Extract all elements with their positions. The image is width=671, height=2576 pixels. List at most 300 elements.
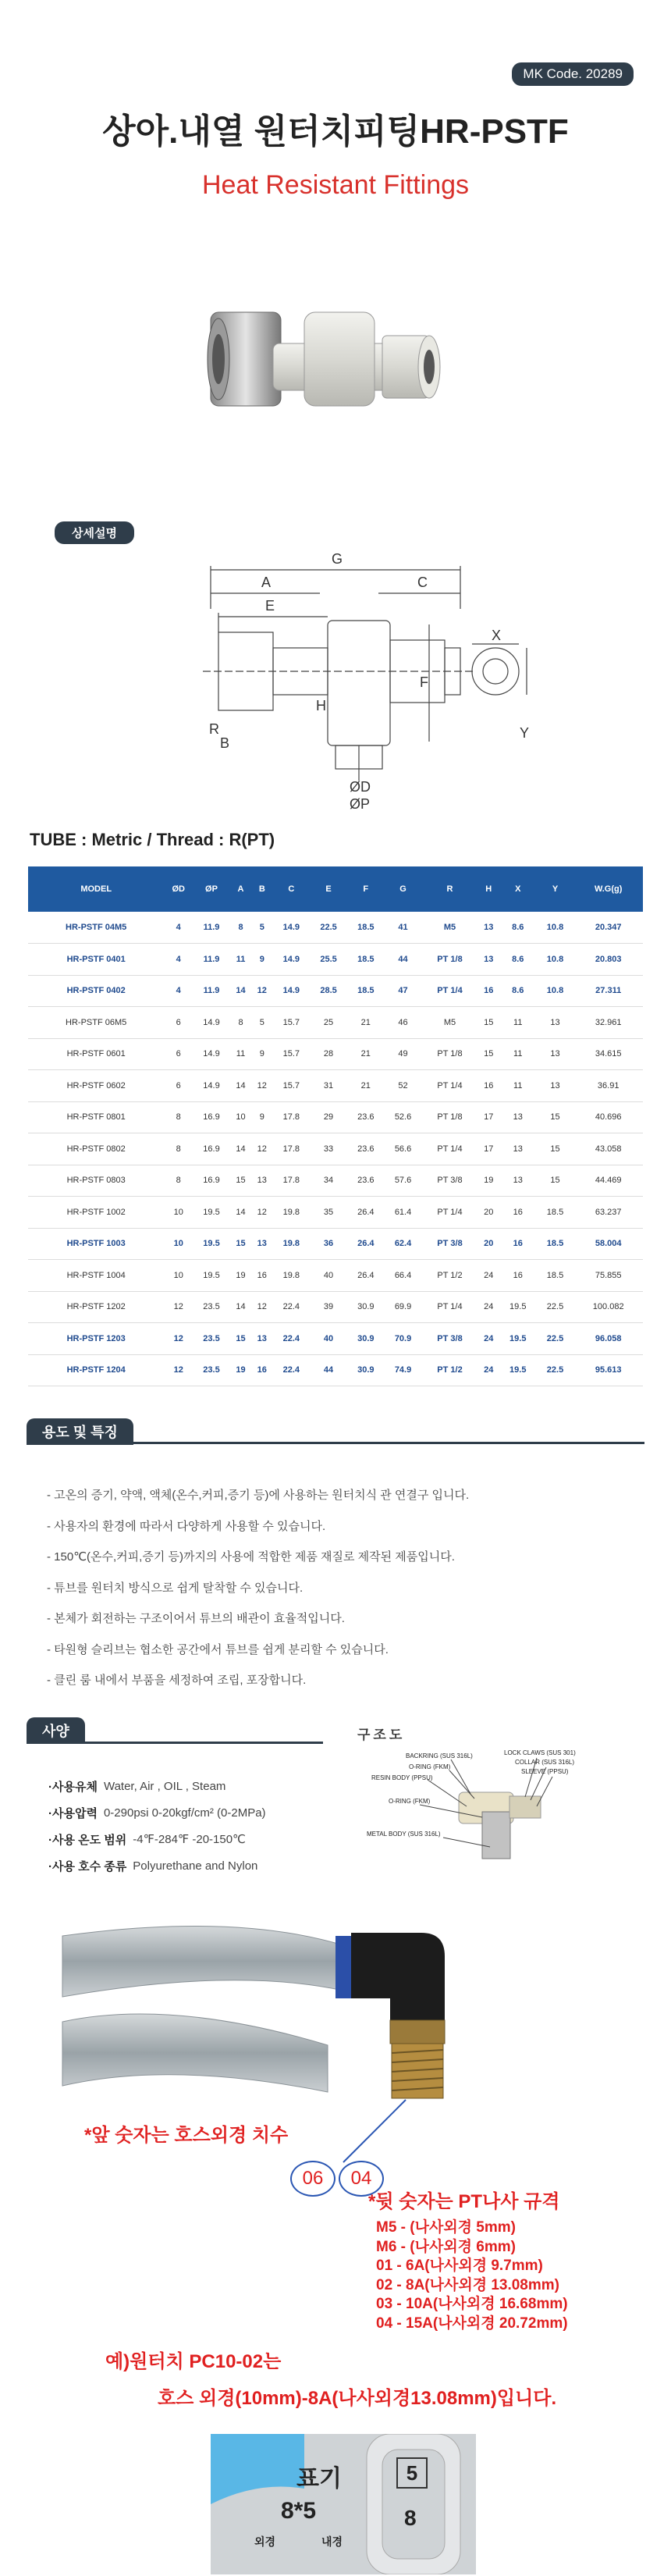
- table-cell: HR-PSTF 06M5: [28, 1007, 164, 1039]
- table-cell: 24: [478, 1260, 499, 1292]
- table-cell: 36.91: [573, 1070, 643, 1102]
- label-lock-claws: LOCK CLAWS (SUS 301): [504, 1749, 576, 1756]
- table-cell: 16: [251, 1260, 272, 1292]
- spec-row: [48, 1799, 345, 1826]
- table-cell: 15: [537, 1165, 574, 1197]
- table-cell: 16: [251, 1354, 272, 1386]
- table-cell: HR-PSTF 1002: [28, 1197, 164, 1229]
- table-cell: 40.696: [573, 1101, 643, 1133]
- marking-outer-number: 8: [404, 2506, 417, 2530]
- table-row: [28, 1101, 643, 1133]
- table-row: [28, 1007, 643, 1039]
- table-cell: 23.6: [347, 1101, 385, 1133]
- table-cell: 20: [478, 1228, 499, 1260]
- column-header: X: [499, 866, 537, 912]
- table-cell: 22.5: [537, 1354, 574, 1386]
- table-cell: 15: [230, 1165, 251, 1197]
- table-cell: 19.5: [499, 1291, 537, 1323]
- table-cell: 28: [310, 1038, 347, 1070]
- table-cell: 32.961: [573, 1007, 643, 1039]
- table-cell: 13: [478, 944, 499, 976]
- table-cell: 75.855: [573, 1260, 643, 1292]
- table-cell: 22.5: [310, 912, 347, 944]
- list-item: 03 - 10A(나사외경 16.68mm): [376, 2296, 568, 2312]
- spec-table: [28, 866, 643, 1386]
- table-cell: 15: [537, 1101, 574, 1133]
- table-cell: 8: [230, 1007, 251, 1039]
- table-cell: 6: [164, 1007, 193, 1039]
- table-cell: 40: [310, 1260, 347, 1292]
- table-cell: 11.9: [193, 912, 230, 944]
- column-header: ØD: [164, 866, 193, 912]
- table-cell: 29: [310, 1101, 347, 1133]
- table-row: [28, 944, 643, 976]
- label-oring-1: O-RING (FKM): [409, 1763, 451, 1770]
- table-cell: 15: [230, 1228, 251, 1260]
- table-cell: HR-PSTF 1204: [28, 1354, 164, 1386]
- table-cell: 13: [251, 1165, 272, 1197]
- table-cell: 70.9: [385, 1323, 422, 1355]
- table-cell: 14: [230, 1070, 251, 1102]
- table-row: [28, 1165, 643, 1197]
- table-row: [28, 1323, 643, 1355]
- spec-value: Polyurethane and Nylon: [133, 1859, 258, 1873]
- table-cell: 19.5: [193, 1197, 230, 1229]
- table-cell: 8: [164, 1101, 193, 1133]
- list-item: - 타원형 슬리브는 협소한 공간에서 튜브를 쉽게 분리할 수 있습니다.: [47, 1642, 389, 1656]
- table-cell: 21: [347, 1038, 385, 1070]
- example-line-2: 호스 외경(10mm)-8A(나사외경13.08mm)입니다.: [158, 2388, 557, 2409]
- list-item: - 사용자의 환경에 따라서 다양하게 사용할 수 있습니다.: [47, 1519, 326, 1533]
- spec-key: ·사용유체: [48, 1780, 98, 1794]
- page-subtitle: Heat Resistant Fittings: [201, 170, 470, 200]
- table-cell: 13: [537, 1070, 574, 1102]
- table-cell: 13: [251, 1228, 272, 1260]
- table-cell: 31: [310, 1070, 347, 1102]
- table-cell: 18.5: [537, 1197, 574, 1229]
- pt-size-list: [376, 2218, 665, 2333]
- table-cell: 16.9: [193, 1133, 230, 1165]
- table-cell: HR-PSTF 0401: [28, 944, 164, 976]
- marking-value: 8*5: [281, 2498, 317, 2524]
- label-resin-body: RESIN BODY (PPSU): [371, 1774, 433, 1781]
- table-cell: HR-PSTF 04M5: [28, 912, 164, 944]
- table-cell: 16: [499, 1228, 537, 1260]
- table-cell: 56.6: [385, 1133, 422, 1165]
- list-item: - 클린 룸 내에서 부품을 세정하여 조립, 포장합니다.: [47, 1674, 307, 1687]
- spec-value: -4℉-284℉ -20-150℃: [133, 1833, 246, 1846]
- table-cell: 22.5: [537, 1323, 574, 1355]
- table-cell: 21: [347, 1070, 385, 1102]
- list-item: - 150℃(온수,커피,증기 등)까지의 사용에 적합한 제품 재질로 제작된 제품입니다.: [47, 1550, 455, 1564]
- marking-inner-label: 내경: [321, 2535, 343, 2548]
- table-cell: 44: [310, 1354, 347, 1386]
- table-cell: 66.4: [385, 1260, 422, 1292]
- table-cell: 27.311: [573, 975, 643, 1007]
- table-cell: 4: [164, 975, 193, 1007]
- table-cell: 28.5: [310, 975, 347, 1007]
- table-row: [28, 1260, 643, 1292]
- table-cell: PT 3/8: [421, 1228, 478, 1260]
- dim-c: C: [417, 575, 428, 590]
- page-title: 상아.내열 원터치피팅HR-PSTF: [102, 112, 569, 151]
- table-cell: PT 1/2: [421, 1260, 478, 1292]
- table-cell: 35: [310, 1197, 347, 1229]
- table-cell: 19.5: [193, 1260, 230, 1292]
- table-cell: 5: [251, 1007, 272, 1039]
- table-cell: 19: [230, 1260, 251, 1292]
- front-number-note: *앞 숫자는 호스외경 치수: [84, 2125, 289, 2146]
- table-cell: 13: [251, 1323, 272, 1355]
- table-cell: 17: [478, 1101, 499, 1133]
- table-cell: 10.8: [537, 944, 574, 976]
- list-item: 02 - 8A(나사외경 13.08mm): [376, 2276, 559, 2293]
- table-cell: 8.6: [499, 975, 537, 1007]
- table-cell: 16: [478, 975, 499, 1007]
- table-cell: 22.4: [272, 1354, 310, 1386]
- table-cell: 12: [164, 1323, 193, 1355]
- dim-x: X: [492, 628, 502, 643]
- table-cell: 40: [310, 1323, 347, 1355]
- table-cell: 22.4: [272, 1291, 310, 1323]
- dim-r: R: [209, 721, 219, 737]
- column-header: B: [251, 866, 272, 912]
- table-cell: 10: [164, 1260, 193, 1292]
- table-cell: HR-PSTF 0602: [28, 1070, 164, 1102]
- table-cell: 14.9: [193, 1038, 230, 1070]
- column-header: ØP: [193, 866, 230, 912]
- marking-outer-label: 외경: [254, 2535, 276, 2548]
- table-cell: 8: [164, 1133, 193, 1165]
- table-cell: HR-PSTF 0402: [28, 975, 164, 1007]
- table-cell: 4: [164, 912, 193, 944]
- list-item: M5 - (나사외경 5mm): [376, 2219, 516, 2236]
- table-cell: 17.8: [272, 1133, 310, 1165]
- table-cell: 43.058: [573, 1133, 643, 1165]
- table-row: [28, 1038, 643, 1070]
- table-cell: PT 1/4: [421, 1291, 478, 1323]
- column-header: F: [347, 866, 385, 912]
- table-cell: 19.5: [193, 1228, 230, 1260]
- table-cell: 52.6: [385, 1101, 422, 1133]
- table-cell: HR-PSTF 1004: [28, 1260, 164, 1292]
- table-cell: 25.5: [310, 944, 347, 976]
- table-cell: HR-PSTF 0803: [28, 1165, 164, 1197]
- table-cell: 16.9: [193, 1101, 230, 1133]
- dim-e: E: [265, 598, 275, 614]
- table-cell: 18.5: [347, 975, 385, 1007]
- table-cell: 8.6: [499, 912, 537, 944]
- list-item: 04 - 15A(나사외경 20.72mm): [376, 2314, 568, 2332]
- column-header: E: [310, 866, 347, 912]
- table-cell: PT 1/4: [421, 1070, 478, 1102]
- table-cell: 19.5: [499, 1354, 537, 1386]
- table-cell: 18.5: [537, 1260, 574, 1292]
- table-cell: PT 1/8: [421, 944, 478, 976]
- dim-od: ØD: [350, 779, 371, 795]
- table-cell: 11: [499, 1007, 537, 1039]
- table-cell: 10.8: [537, 912, 574, 944]
- circle-size-a: 06: [290, 2161, 336, 2197]
- table-cell: 17.8: [272, 1165, 310, 1197]
- dim-f: F: [420, 674, 428, 690]
- list-item: - 고온의 증기, 약액, 액체(온수,커피,증기 등)에 사용하는 원터치식 관 연결구 입니다.: [47, 1489, 470, 1502]
- table-row: [28, 1070, 643, 1102]
- table-cell: PT 1/4: [421, 1197, 478, 1229]
- table-cell: 34.615: [573, 1038, 643, 1070]
- table-cell: 12: [251, 1133, 272, 1165]
- circle-size-b: 04: [339, 2161, 384, 2197]
- table-cell: 8.6: [499, 944, 537, 976]
- table-cell: 69.9: [385, 1291, 422, 1323]
- table-cell: 44.469: [573, 1165, 643, 1197]
- table-cell: 19.8: [272, 1228, 310, 1260]
- tube-heading: TUBE : Metric / Thread : R(PT): [30, 830, 275, 849]
- table-cell: 25: [310, 1007, 347, 1039]
- table-cell: 14.9: [193, 1007, 230, 1039]
- table-cell: 18.5: [347, 912, 385, 944]
- table-cell: 11: [230, 1038, 251, 1070]
- table-cell: 20.803: [573, 944, 643, 976]
- table-cell: PT 3/8: [421, 1323, 478, 1355]
- table-cell: 49: [385, 1038, 422, 1070]
- table-cell: 14.9: [272, 944, 310, 976]
- table-cell: 24: [478, 1323, 499, 1355]
- table-cell: 11: [499, 1038, 537, 1070]
- table-cell: 12: [251, 1291, 272, 1323]
- table-cell: 30.9: [347, 1323, 385, 1355]
- table-cell: 20.347: [573, 912, 643, 944]
- table-cell: M5: [421, 1007, 478, 1039]
- table-cell: 4: [164, 944, 193, 976]
- label-sleeve: SLEEVE (PPSU): [521, 1768, 569, 1775]
- spec-key: ·사용 온도 범위: [48, 1833, 127, 1847]
- table-cell: 23.5: [193, 1291, 230, 1323]
- table-cell: 15: [478, 1038, 499, 1070]
- table-cell: 30.9: [347, 1354, 385, 1386]
- table-cell: HR-PSTF 0802: [28, 1133, 164, 1165]
- dim-y: Y: [520, 725, 530, 741]
- column-header: A: [230, 866, 251, 912]
- table-cell: 100.082: [573, 1291, 643, 1323]
- column-header: G: [385, 866, 422, 912]
- spec-row: [48, 1773, 345, 1799]
- table-cell: 12: [251, 1070, 272, 1102]
- table-cell: 21: [347, 1007, 385, 1039]
- table-cell: 9: [251, 1038, 272, 1070]
- label-metal-body: METAL BODY (SUS 316L): [367, 1831, 441, 1838]
- table-cell: 14.9: [193, 1070, 230, 1102]
- spec-value: Water, Air , OIL , Steam: [103, 1779, 226, 1793]
- table-cell: 26.4: [347, 1197, 385, 1229]
- table-cell: 14: [230, 1133, 251, 1165]
- table-cell: 9: [251, 1101, 272, 1133]
- structure-title: 구조도: [357, 1727, 406, 1742]
- table-cell: PT 3/8: [421, 1165, 478, 1197]
- table-cell: HR-PSTF 1202: [28, 1291, 164, 1323]
- table-cell: 13: [499, 1101, 537, 1133]
- table-cell: 61.4: [385, 1197, 422, 1229]
- table-cell: 5: [251, 912, 272, 944]
- column-header: H: [478, 866, 499, 912]
- table-cell: 24: [478, 1354, 499, 1386]
- dim-b: B: [220, 735, 230, 751]
- table-cell: 16.9: [193, 1165, 230, 1197]
- table-cell: 12: [164, 1354, 193, 1386]
- table-cell: 36: [310, 1228, 347, 1260]
- table-cell: 23.5: [193, 1323, 230, 1355]
- table-cell: 19: [478, 1165, 499, 1197]
- table-cell: 10: [230, 1101, 251, 1133]
- label-backring: BACKRING (SUS 316L): [406, 1752, 473, 1759]
- table-cell: 26.4: [347, 1228, 385, 1260]
- table-row: [28, 975, 643, 1007]
- table-cell: 6: [164, 1070, 193, 1102]
- spec-heading: 사양: [27, 1717, 85, 1744]
- table-cell: 10: [164, 1197, 193, 1229]
- tube-marking-photo: [211, 2434, 476, 2574]
- table-cell: 14.9: [272, 975, 310, 1007]
- table-cell: 58.004: [573, 1228, 643, 1260]
- product-image: [187, 281, 484, 453]
- table-cell: 10: [164, 1228, 193, 1260]
- table-cell: 57.6: [385, 1165, 422, 1197]
- table-cell: 22.5: [537, 1291, 574, 1323]
- features-list: [47, 1480, 640, 1696]
- table-cell: 63.237: [573, 1197, 643, 1229]
- features-divider: [27, 1442, 644, 1444]
- table-cell: 23.6: [347, 1165, 385, 1197]
- table-cell: 14: [230, 1197, 251, 1229]
- table-cell: 15: [230, 1323, 251, 1355]
- dim-op: ØP: [350, 796, 371, 812]
- table-cell: 9: [251, 944, 272, 976]
- list-item: 01 - 6A(나사외경 9.7mm): [376, 2258, 543, 2274]
- list-item: - 본체가 회전하는 구조이어서 튜브의 배관이 효율적입니다.: [47, 1612, 345, 1625]
- spec-block: [48, 1773, 345, 1879]
- label-collar: COLLAR (SUS 316L): [515, 1759, 575, 1766]
- table-cell: 24: [478, 1291, 499, 1323]
- table-cell: 39: [310, 1291, 347, 1323]
- table-cell: 19: [230, 1354, 251, 1386]
- dim-a: A: [261, 575, 272, 590]
- table-cell: 12: [251, 975, 272, 1007]
- marking-label: 표기: [296, 2466, 342, 2492]
- table-cell: 26.4: [347, 1260, 385, 1292]
- spec-key: ·사용 호수 종류: [48, 1859, 127, 1873]
- detail-tab[interactable]: 상세설명: [55, 521, 134, 544]
- dimension-drawing: [172, 546, 531, 812]
- table-cell: 8: [230, 912, 251, 944]
- table-cell: 18.5: [537, 1228, 574, 1260]
- table-cell: 19.5: [499, 1323, 537, 1355]
- spec-key: ·사용압력: [48, 1806, 98, 1820]
- table-cell: 16: [478, 1070, 499, 1102]
- table-row: [28, 1197, 643, 1229]
- dim-h: H: [316, 698, 326, 713]
- table-row: [28, 1228, 643, 1260]
- table-cell: 13: [478, 912, 499, 944]
- column-header: MODEL: [28, 866, 164, 912]
- spec-divider: [27, 1742, 323, 1744]
- table-cell: 19.8: [272, 1197, 310, 1229]
- table-cell: 34: [310, 1165, 347, 1197]
- back-number-note: *뒷 숫자는 PT나사 규격: [368, 2191, 560, 2212]
- table-row: [28, 912, 643, 944]
- table-cell: 16: [499, 1260, 537, 1292]
- table-cell: HR-PSTF 0601: [28, 1038, 164, 1070]
- spec-value: 0-290psi 0-20kgf/cm² (0-2MPa): [103, 1806, 266, 1820]
- table-cell: 11: [499, 1070, 537, 1102]
- table-cell: 17: [478, 1133, 499, 1165]
- table-cell: 13: [499, 1133, 537, 1165]
- example-line-1: 예)원터치 PC10-02는: [105, 2351, 282, 2372]
- list-item: M6 - (나사외경 6mm): [376, 2238, 516, 2255]
- table-cell: 13: [537, 1038, 574, 1070]
- table-cell: 41: [385, 912, 422, 944]
- table-cell: 11: [230, 944, 251, 976]
- structure-diagram: [357, 1745, 591, 1878]
- table-cell: 14: [230, 1291, 251, 1323]
- table-cell: 62.4: [385, 1228, 422, 1260]
- table-row: [28, 1291, 643, 1323]
- table-cell: 13: [499, 1165, 537, 1197]
- table-cell: HR-PSTF 0801: [28, 1101, 164, 1133]
- table-cell: 16: [499, 1197, 537, 1229]
- table-cell: 19.8: [272, 1260, 310, 1292]
- table-cell: 74.9: [385, 1354, 422, 1386]
- table-cell: M5: [421, 912, 478, 944]
- table-row: [28, 1354, 643, 1386]
- table-cell: 6: [164, 1038, 193, 1070]
- table-cell: 33: [310, 1133, 347, 1165]
- table-cell: PT 1/8: [421, 1038, 478, 1070]
- table-cell: PT 1/2: [421, 1354, 478, 1386]
- features-heading: 용도 및 특징: [27, 1418, 133, 1445]
- column-header: R: [421, 866, 478, 912]
- table-cell: 11.9: [193, 975, 230, 1007]
- table-cell: 15.7: [272, 1038, 310, 1070]
- table-cell: 12: [164, 1291, 193, 1323]
- table-cell: 10.8: [537, 975, 574, 1007]
- table-row: [28, 1133, 643, 1165]
- table-cell: PT 1/4: [421, 975, 478, 1007]
- table-cell: 11.9: [193, 944, 230, 976]
- table-cell: 52: [385, 1070, 422, 1102]
- table-cell: 30.9: [347, 1291, 385, 1323]
- column-header: Y: [537, 866, 574, 912]
- table-cell: 17.8: [272, 1101, 310, 1133]
- table-cell: HR-PSTF 1003: [28, 1228, 164, 1260]
- table-cell: 96.058: [573, 1323, 643, 1355]
- table-cell: 18.5: [347, 944, 385, 976]
- mk-code-badge: MK Code. 20289: [512, 62, 634, 86]
- table-cell: 47: [385, 975, 422, 1007]
- table-cell: 14: [230, 975, 251, 1007]
- table-cell: 15.7: [272, 1070, 310, 1102]
- label-oring-2: O-RING (FKM): [389, 1798, 431, 1805]
- spec-row: [48, 1826, 345, 1852]
- table-cell: 44: [385, 944, 422, 976]
- hose-fitting-photo: [0, 1905, 671, 2240]
- table-cell: 22.4: [272, 1323, 310, 1355]
- column-header: W.G(g): [573, 866, 643, 912]
- table-cell: 20: [478, 1197, 499, 1229]
- table-cell: PT 1/8: [421, 1101, 478, 1133]
- table-cell: 46: [385, 1007, 422, 1039]
- list-item: - 튜브를 원터치 방식으로 쉽게 탈착할 수 있습니다.: [47, 1581, 304, 1595]
- table-cell: PT 1/4: [421, 1133, 478, 1165]
